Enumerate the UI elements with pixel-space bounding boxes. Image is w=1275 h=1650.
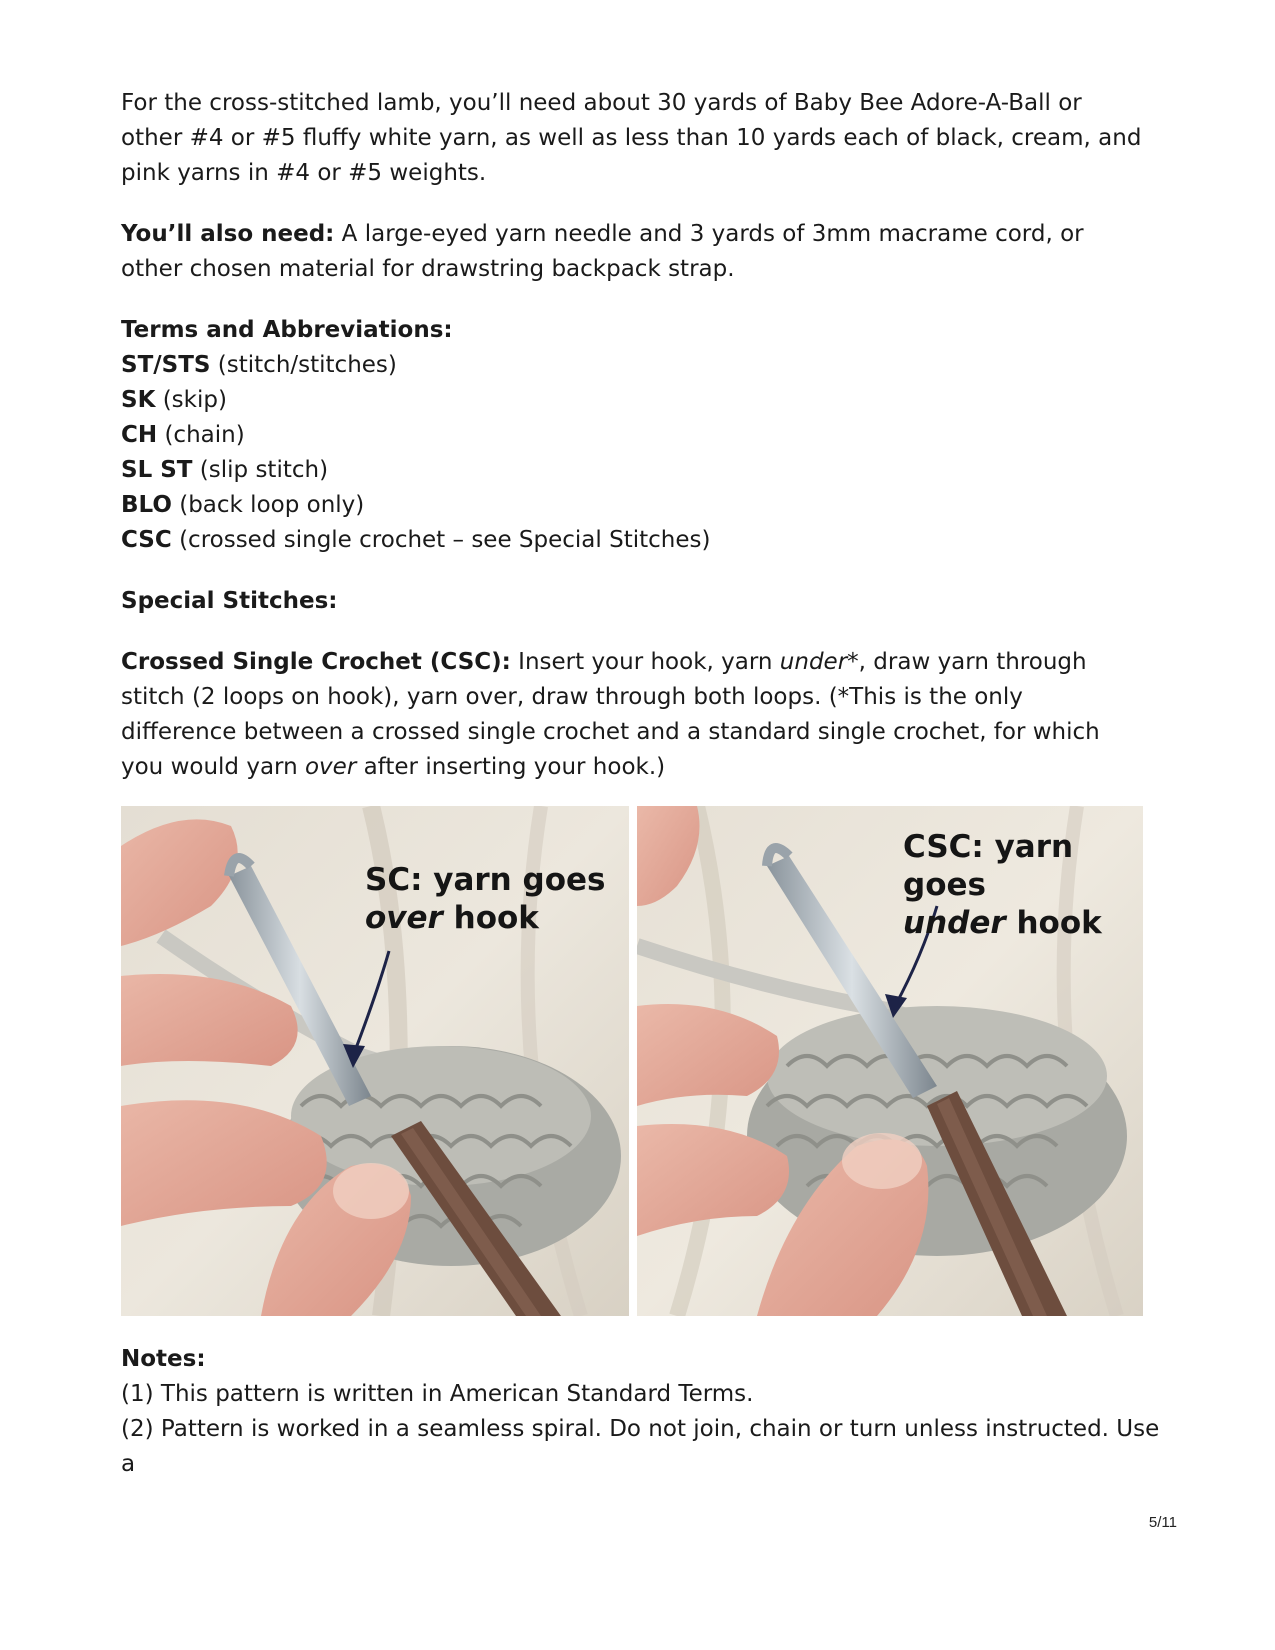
sc-caption-emphasis: over — [365, 900, 443, 936]
csc-text-part: Insert your hook, yarn — [510, 649, 780, 675]
terms-heading: Terms and Abbreviations: — [121, 317, 453, 343]
special-heading-text: Special Stitches: — [121, 588, 338, 614]
term-item — [121, 348, 1145, 383]
csc-text-part: *, draw yarn through stitch (2 loops on hook), yarn over, draw through both loops. (*This is the only difference between a crossed single crochet and a standard single crochet, for which you would yarn — [121, 649, 1100, 780]
term-item — [121, 453, 1145, 488]
sc-caption-line1: SC: yarn goes — [365, 862, 606, 898]
term-abbr: BLO — [121, 492, 172, 518]
document-body — [121, 86, 1145, 811]
term-abbr: SK — [121, 387, 156, 413]
csc-text-part: after inserting your hook.) — [356, 754, 666, 780]
note-item: (2) Pattern is worked in a seamless spiral. Do not join, chain or turn unless instructed. Use a — [121, 1416, 1160, 1477]
csc-paragraph — [121, 645, 1145, 785]
special-stitches-heading — [121, 584, 1145, 619]
stitch-comparison-figure — [121, 806, 1143, 1316]
term-desc: (skip) — [155, 387, 227, 413]
csc-caption — [903, 828, 1143, 942]
term-desc: (crossed single crochet – see Special Stitches) — [171, 527, 711, 553]
csc-photo — [637, 806, 1143, 1316]
intro-paragraph: For the cross-stitched lamb, you’ll need about 30 yards of Baby Bee Adore-A-Ball or other #4 or #5 fluffy white yarn, as well as less than 10 yards each of black, cream, and pink yarns in #4 or #5 weights. — [121, 90, 1142, 186]
note-item: (1) This pattern is written in American Standard Terms. — [121, 1381, 754, 1407]
csc-caption-line1: CSC: yarn goes — [903, 829, 1074, 903]
term-item — [121, 523, 1145, 558]
term-abbr: CSC — [121, 527, 172, 553]
term-abbr: ST/STS — [121, 352, 211, 378]
term-abbr: SL ST — [121, 457, 193, 483]
notes-heading: Notes: — [121, 1346, 206, 1372]
term-item — [121, 488, 1145, 523]
csc-caption-line2 — [903, 904, 1143, 942]
csc-label: Crossed Single Crochet (CSC): — [121, 649, 511, 675]
term-abbr: CH — [121, 422, 158, 448]
term-desc: (back loop only) — [171, 492, 365, 518]
term-desc: (stitch/stitches) — [210, 352, 397, 378]
sc-caption — [365, 861, 606, 937]
sc-caption-rest: hook — [442, 900, 539, 936]
csc-emphasis: under — [779, 649, 848, 675]
also-need-label: You’ll also need: — [121, 221, 335, 247]
term-desc: (slip stitch) — [192, 457, 329, 483]
also-need-paragraph — [121, 217, 1145, 287]
csc-caption-emphasis: under — [903, 905, 1006, 941]
page-number: 5/11 — [1148, 1514, 1177, 1531]
csc-emphasis: over — [304, 754, 357, 780]
term-desc: (chain) — [157, 422, 245, 448]
notes-section — [121, 1342, 1161, 1482]
sc-caption-line2 — [365, 899, 606, 937]
term-item — [121, 383, 1145, 418]
sc-photo — [121, 806, 629, 1316]
also-need-text: A large-eyed yarn needle and 3 yards of 3mm macrame cord, or other chosen material for drawstring backpack strap. — [121, 221, 1084, 282]
csc-caption-rest: hook — [1005, 905, 1102, 941]
terms-section — [121, 313, 1145, 558]
term-item — [121, 418, 1145, 453]
